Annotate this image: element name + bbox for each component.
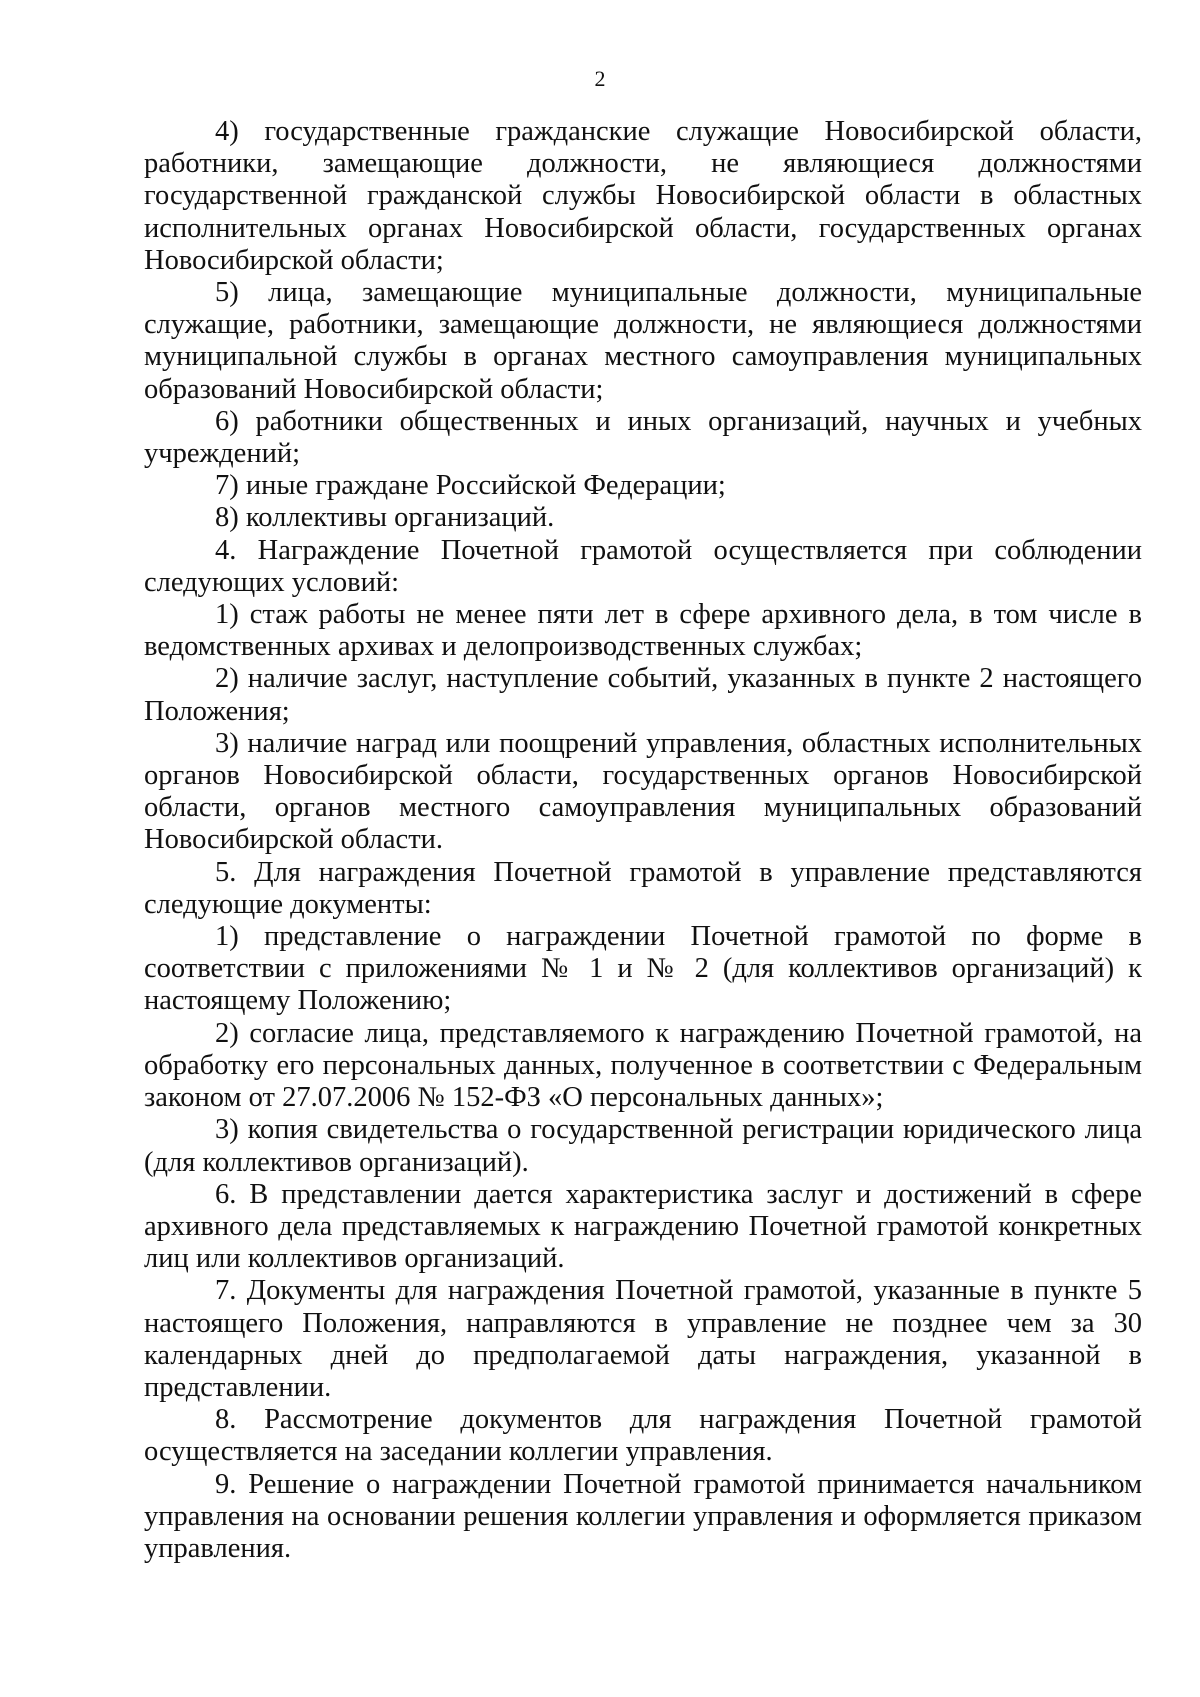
paragraph-document-3-registration: 3) копия свидетельства о государственной регистрации юридического лица (для коллективов организаций). — [144, 1114, 1142, 1178]
paragraph-section-6-characteristics: 6. В представлении дается характеристика заслуг и достижений в сфере архивного дела представляемых к награждению Почетной грамотой конкретных лиц или коллективов организаций. — [144, 1178, 1142, 1275]
paragraph-section-7-deadline: 7. Документы для награждения Почетной грамотой, указанные в пункте 5 настоящего Положения, направляются в управление не позднее чем за 30 календарных дней до предполагаемой даты награждения, указанной в представлении. — [144, 1275, 1142, 1403]
paragraph-section-5-documents: 5. Для награждения Почетной грамотой в управление представляются следующие документы: — [144, 856, 1142, 920]
paragraph-document-1-nomination: 1) представление о награждении Почетной грамотой по форме в соответствии с приложениями № 1 и № 2 (для коллективов организаций) к настоящему Положению; — [144, 921, 1142, 1017]
document-body — [144, 116, 1142, 1565]
paragraph-section-8-review: 8. Рассмотрение документов для награждения Почетной грамотой осуществляется на заседании коллегии управления. — [144, 1404, 1142, 1468]
paragraph-condition-3-awards: 3) наличие наград или поощрений управления, областных исполнительных органов Новосибирской области, государственных органов Новосибирской области, органов местного самоуправления муниципальных образований Новосибирской области. — [144, 727, 1142, 856]
page-number: 2 — [594, 66, 606, 91]
paragraph-condition-2-merits: 2) наличие заслуг, наступление событий, указанных в пункте 2 настоящего Положения; — [144, 663, 1142, 727]
paragraph-document-2-consent: 2) согласие лица, представляемого к награждению Почетной грамотой, на обработку его персональных данных, полученное в соответствии с Федеральным законом от 27.07.2006 № 152-ФЗ «О персональных данных»; — [144, 1017, 1142, 1114]
paragraph-item-5-municipal-employees: 5) лица, замещающие муниципальные должности, муниципальные служащие, работники, замещающие должности, не являющиеся должностями муниципальной службы в органах местного самоуправления муниципальных образований Новосибирской области; — [144, 277, 1142, 405]
paragraph-item-8-collectives: 8) коллективы организаций. — [215, 502, 555, 534]
paragraph-item-7-other-citizens: 7) иные граждане Российской Федерации; — [215, 470, 726, 502]
paragraph-item-4-civil-servants: 4) государственные гражданские служащие Новосибирской области, работники, замещающие должности, не являющиеся должностями государственной гражданской службы Новосибирской области в областных исполнительных органах Новосибирской области, государственных органах Новосибирской области; — [144, 116, 1142, 276]
paragraph-section-4-conditions: 4. Награждение Почетной грамотой осуществляется при соблюдении следующих условий: — [144, 534, 1142, 598]
paragraph-section-9-decision: 9. Решение о награждении Почетной грамотой принимается начальником управления на основании решения коллегии управления и оформляется приказом управления. — [144, 1468, 1142, 1564]
paragraph-item-6-organization-workers: 6) работники общественных и иных организаций, научных и учебных учреждений; — [144, 405, 1142, 470]
paragraph-condition-1-experience: 1) стаж работы не менее пяти лет в сфере архивного дела, в том числе в ведомственных архивах и делопроизводственных службах; — [144, 599, 1142, 663]
